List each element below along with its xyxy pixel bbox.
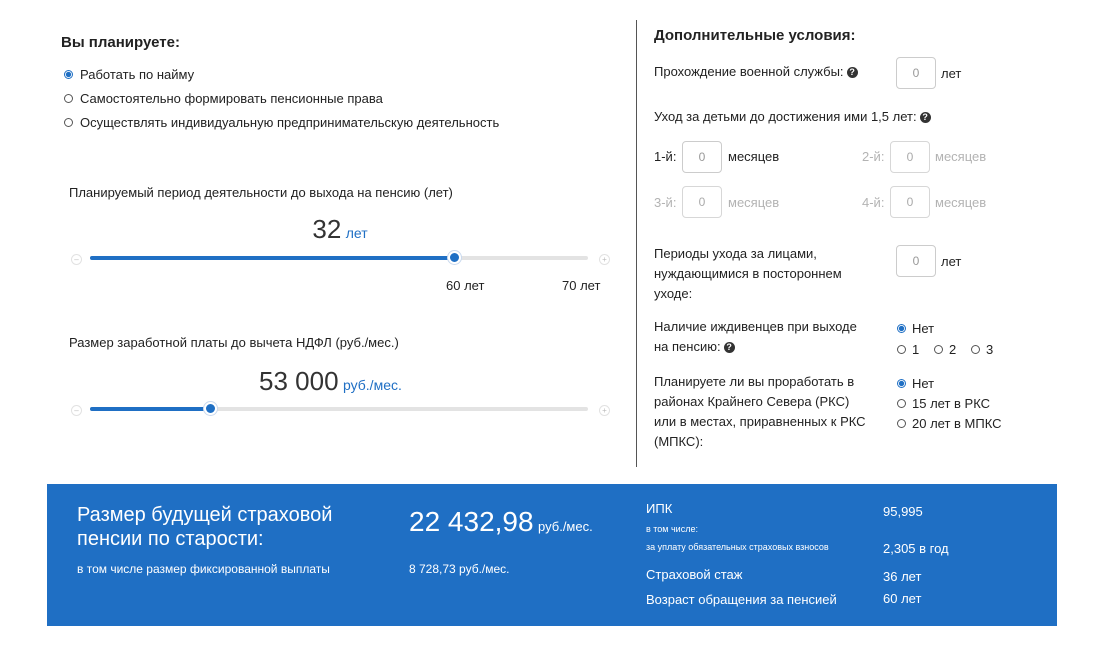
stazh-value: 36 лет xyxy=(883,569,922,584)
salary-value-display xyxy=(259,366,402,397)
period-unit: лет xyxy=(345,225,368,241)
dependents-option-3[interactable]: 3 xyxy=(971,342,993,357)
ipk-value: 95,995 xyxy=(883,504,923,519)
period-marker-60: 60 лет xyxy=(446,278,485,293)
radio-entrepreneur[interactable] xyxy=(64,118,73,127)
age-value: 60 лет xyxy=(883,591,922,606)
dependents-label: Наличие иждивенцев при выходе на пенсию: ? xyxy=(654,319,857,354)
radio-dependents-1[interactable] xyxy=(897,345,906,354)
ipk-including-label: в том числе: xyxy=(646,524,698,534)
period-value-display xyxy=(300,214,380,245)
ipk-label: ИПК xyxy=(646,501,673,516)
pension-amount-unit: руб./мес. xyxy=(538,519,593,534)
period-plus-button[interactable]: + xyxy=(599,254,610,265)
salary-label: Размер заработной платы до вычета НДФЛ (руб./мес.) xyxy=(69,335,399,350)
period-label: Планируемый период деятельности до выхода на пенсию (лет) xyxy=(69,185,453,200)
radio-north-rks[interactable] xyxy=(897,399,906,408)
child-3-label: 3-й: xyxy=(654,195,677,210)
military-unit: лет xyxy=(941,66,962,81)
child-4-label: 4-й: xyxy=(862,195,885,210)
radio-dependents-2[interactable] xyxy=(934,345,943,354)
age-label: Возраст обращения за пенсией xyxy=(646,592,837,607)
dependents-option-none[interactable]: Нет xyxy=(897,321,934,336)
child-3-unit: месяцев xyxy=(728,195,780,210)
planning-heading: Вы планируете: xyxy=(61,34,180,51)
care-periods-label: Периоды ухода за лицами, нуждающимися в постороннем уходе: xyxy=(654,246,842,301)
option-self-formation[interactable] xyxy=(64,91,383,106)
childcare-label-row xyxy=(654,109,931,124)
child-2-input[interactable]: 0 xyxy=(890,141,930,173)
child-2-label: 2-й: xyxy=(862,149,885,164)
contributions-value: 2,305 в год xyxy=(883,541,949,556)
result-title: Размер будущей страховой пенсии по старости: xyxy=(77,504,333,550)
result-banner xyxy=(47,484,1057,626)
salary-plus-button[interactable]: + xyxy=(599,405,610,416)
radio-employment[interactable] xyxy=(64,70,73,79)
military-label-row xyxy=(654,64,858,79)
period-slider-fill xyxy=(90,256,454,260)
question-circle-icon[interactable]: ? xyxy=(724,342,735,353)
additional-conditions-heading: Дополнительные условия: xyxy=(654,27,856,44)
north-option-rks[interactable]: 15 лет в РКС xyxy=(897,396,990,411)
child-3-input[interactable]: 0 xyxy=(682,186,722,218)
radio-north-none[interactable] xyxy=(897,379,906,388)
radio-dependents-none[interactable] xyxy=(897,324,906,333)
fixed-payment-value: 8 728,73 руб./мес. xyxy=(409,562,510,576)
child-4-unit: месяцев xyxy=(935,195,987,210)
salary-minus-button[interactable]: – xyxy=(71,405,82,416)
north-option-mpks[interactable]: 20 лет в МПКС xyxy=(897,416,1002,431)
radio-self-formation[interactable] xyxy=(64,94,73,103)
care-periods-input[interactable]: 0 xyxy=(896,245,936,277)
radio-north-mpks[interactable] xyxy=(897,419,906,428)
column-divider xyxy=(636,20,637,467)
option-self-formation-label: Самостоятельно формировать пенсионные права xyxy=(80,91,383,106)
period-minus-button[interactable]: – xyxy=(71,254,82,265)
option-entrepreneur-label: Осуществлять индивидуальную предпринимательскую деятельность xyxy=(80,115,500,130)
salary-unit: руб./мес. xyxy=(342,377,402,393)
question-circle-icon[interactable]: ? xyxy=(847,67,858,78)
option-employment-label: Работать по найму xyxy=(80,67,195,82)
dependents-option-2[interactable]: 2 xyxy=(934,342,956,357)
salary-slider-thumb[interactable] xyxy=(204,402,217,415)
salary-slider-fill xyxy=(90,407,210,411)
period-marker-70: 70 лет xyxy=(562,278,601,293)
child-1-unit: месяцев xyxy=(728,149,780,164)
option-employment[interactable] xyxy=(64,67,194,82)
child-1-label: 1-й: xyxy=(654,149,677,164)
period-value: 32 xyxy=(312,214,342,244)
military-input[interactable]: 0 xyxy=(896,57,936,89)
pension-amount: 22 432,98 xyxy=(409,506,534,537)
contributions-label: за уплату обязательных страховых взносов xyxy=(646,542,829,552)
dependents-option-1[interactable]: 1 xyxy=(897,342,919,357)
child-4-input[interactable]: 0 xyxy=(890,186,930,218)
question-circle-icon[interactable]: ? xyxy=(920,112,931,123)
north-label: Планируете ли вы проработать в районах Крайнего Севера (РКС) или в местах, приравненных к РКС (МПКС): xyxy=(654,374,866,449)
salary-value: 53 000 xyxy=(259,366,339,396)
fixed-payment-label: в том числе размер фиксированной выплаты xyxy=(77,562,330,576)
option-entrepreneur[interactable] xyxy=(64,115,499,130)
child-2-unit: месяцев xyxy=(935,149,987,164)
pension-amount-display xyxy=(409,506,593,538)
north-option-none[interactable]: Нет xyxy=(897,376,934,391)
stazh-label: Страховой стаж xyxy=(646,567,743,582)
care-periods-unit: лет xyxy=(941,254,962,269)
military-label: Прохождение военной службы: xyxy=(654,64,844,79)
radio-dependents-3[interactable] xyxy=(971,345,980,354)
child-1-input[interactable]: 0 xyxy=(682,141,722,173)
period-slider-thumb[interactable] xyxy=(448,251,461,264)
childcare-label: Уход за детьми до достижения ими 1,5 лет: xyxy=(654,109,917,124)
